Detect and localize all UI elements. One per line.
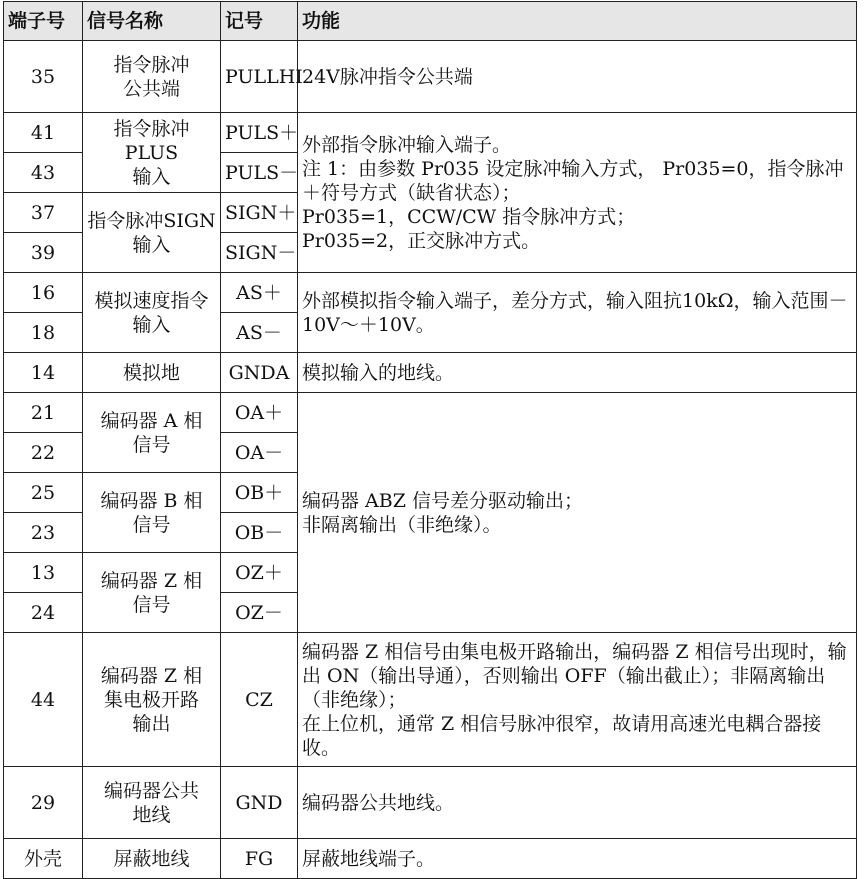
table-row xyxy=(4,353,857,393)
code-cell: OZ－ xyxy=(221,593,298,633)
signal-name-cell: 模拟地 xyxy=(83,353,221,393)
pin-cell: 23 xyxy=(4,513,83,553)
code-cell: PULS＋ xyxy=(221,113,298,153)
pin-cell: 39 xyxy=(4,233,83,273)
pin-cell: 41 xyxy=(4,113,83,153)
pin-cell: 13 xyxy=(4,553,83,593)
code-cell: PULS－ xyxy=(221,153,298,193)
pin-cell: 24 xyxy=(4,593,83,633)
table-row xyxy=(4,41,857,113)
header-pin: 端子号 xyxy=(4,2,83,41)
signal-name-cell: 编码器 B 相 信号 xyxy=(83,473,221,553)
function-cell: 编码器公共地线。 xyxy=(298,767,857,839)
pin-cell: 29 xyxy=(4,767,83,839)
pin-cell: 21 xyxy=(4,393,83,433)
table-row xyxy=(4,767,857,839)
pin-cell: 16 xyxy=(4,273,83,313)
code-cell: OZ＋ xyxy=(221,553,298,593)
table-row xyxy=(4,273,857,313)
code-cell: AS－ xyxy=(221,313,298,353)
table-row xyxy=(4,633,857,767)
pin-cell: 外壳 xyxy=(4,839,83,879)
pin-cell: 22 xyxy=(4,433,83,473)
function-cell: 屏蔽地线端子。 xyxy=(298,839,857,879)
pin-cell: 35 xyxy=(4,41,83,113)
code-cell: GNDA xyxy=(221,353,298,393)
pin-cell: 14 xyxy=(4,353,83,393)
code-cell: OA＋ xyxy=(221,393,298,433)
pin-cell: 25 xyxy=(4,473,83,513)
pin-cell: 43 xyxy=(4,153,83,193)
function-cell: 外部指令脉冲输入端子。 注 1：由参数 Pr035 设定脉冲输入方式， Pr035=0，指令脉冲＋符号方式（缺省状态）； Pr035=1，CCW/CW 指令脉冲方式； Pr035=2，正交脉冲方式。 xyxy=(298,113,857,273)
signal-name-cell: 编码器 A 相 信号 xyxy=(83,393,221,473)
code-cell: FG xyxy=(221,839,298,879)
code-cell: SIGN－ xyxy=(221,233,298,273)
function-cell: 编码器 Z 相信号由集电极开路输出，编码器 Z 相信号出现时，输出 ON（输出导通），否则输出 OFF（输出截止）；非隔离输出（非绝缘）； 在上位机，通常 Z 相信号脉冲很窄，故请用高速光电耦合器接收。 xyxy=(298,633,857,767)
pin-cell: 37 xyxy=(4,193,83,233)
pin-cell: 18 xyxy=(4,313,83,353)
table-row xyxy=(4,393,857,433)
terminal-signal-table xyxy=(3,1,857,879)
signal-name-cell: 指令脉冲 公共端 xyxy=(83,41,221,113)
code-cell: OB＋ xyxy=(221,473,298,513)
header-code: 记号 xyxy=(221,2,298,41)
pin-cell: 44 xyxy=(4,633,83,767)
code-cell: GND xyxy=(221,767,298,839)
code-cell: PULLHI xyxy=(221,41,298,113)
code-cell: CZ xyxy=(221,633,298,767)
code-cell: AS＋ xyxy=(221,273,298,313)
code-cell: OB－ xyxy=(221,513,298,553)
signal-name-cell: 编码器 Z 相 信号 xyxy=(83,553,221,633)
signal-name-cell: 屏蔽地线 xyxy=(83,839,221,879)
table-header-row xyxy=(4,2,857,41)
code-cell: SIGN＋ xyxy=(221,193,298,233)
function-cell: 外部模拟指令输入端子，差分方式，输入阻抗10kΩ，输入范围－10V～＋10V。 xyxy=(298,273,857,353)
signal-name-cell: 模拟速度指令 输入 xyxy=(83,273,221,353)
function-cell: 24V脉冲指令公共端 xyxy=(298,41,857,113)
function-cell: 编码器 ABZ 信号差分驱动输出； 非隔离输出（非绝缘）。 xyxy=(298,393,857,633)
code-cell: OA－ xyxy=(221,433,298,473)
signal-name-cell: 编码器 Z 相 集电极开路 输出 xyxy=(83,633,221,767)
table-row xyxy=(4,839,857,879)
signal-name-cell: 指令脉冲PLUS 输入 xyxy=(83,113,221,193)
table-row xyxy=(4,113,857,153)
header-signal-name: 信号名称 xyxy=(83,2,221,41)
header-function: 功能 xyxy=(298,2,857,41)
function-cell: 模拟输入的地线。 xyxy=(298,353,857,393)
signal-name-cell: 指令脉冲SIGN 输入 xyxy=(83,193,221,273)
signal-name-cell: 编码器公共 地线 xyxy=(83,767,221,839)
